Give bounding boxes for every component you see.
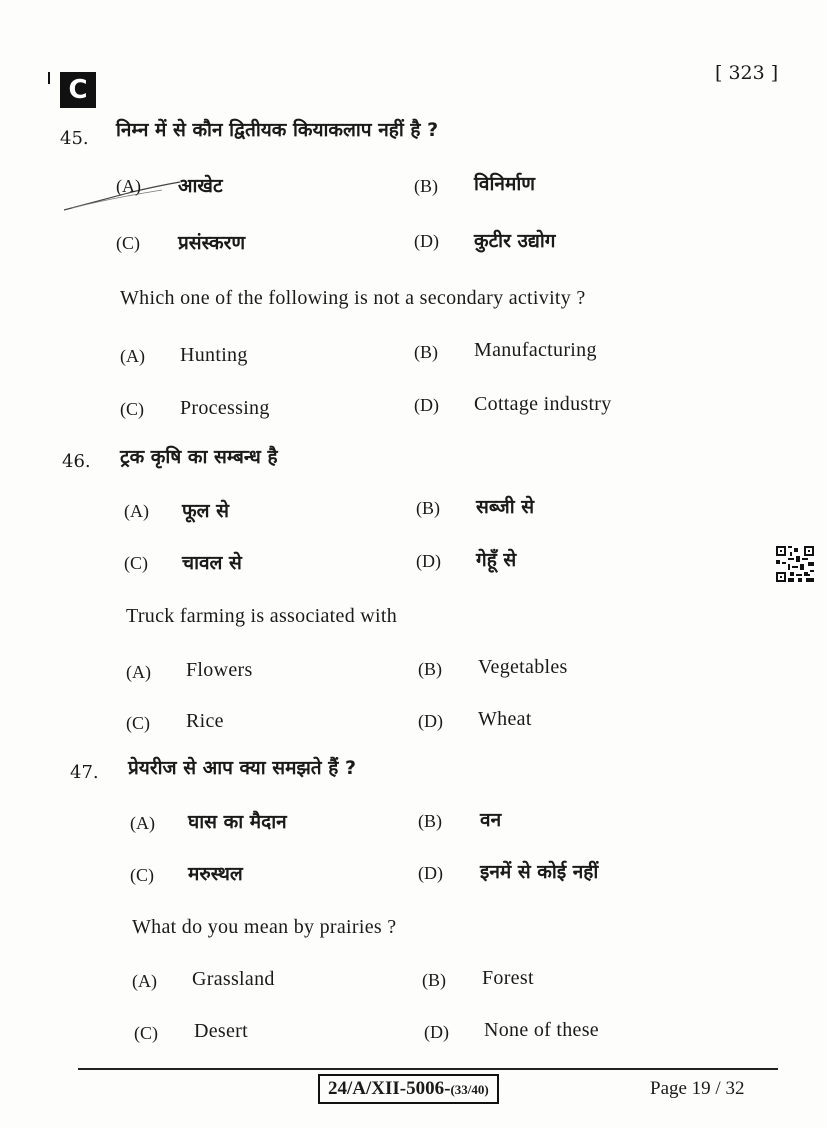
question-number: 46. <box>62 451 91 472</box>
option-text: चावल से <box>182 552 242 574</box>
paper-code-text: 24/A/XII-5006- <box>328 1078 451 1099</box>
margin-tick <box>48 72 50 84</box>
option-text: इनमें से कोई नहीं <box>480 861 599 883</box>
footer-rule <box>78 1068 778 1070</box>
option-letter: (B) <box>418 811 442 831</box>
paper-code <box>318 1074 499 1104</box>
option-text: Rice <box>186 710 224 732</box>
option-text: None of these <box>484 1019 599 1041</box>
question-number: 45. <box>60 128 89 149</box>
option-text: सब्जी से <box>476 496 535 518</box>
option-letter: (C) <box>134 1023 158 1043</box>
option-letter: (A) <box>126 662 151 682</box>
option-text: फूल से <box>182 500 229 522</box>
option-letter: (D) <box>414 395 439 415</box>
option-letter: (C) <box>126 713 150 733</box>
section-badge: C <box>60 72 96 108</box>
option-letter: (D) <box>418 863 443 883</box>
question-english: Truck farming is associated with <box>126 605 398 627</box>
option-text: गेहूँ से <box>476 549 517 571</box>
option-text: Processing <box>180 397 270 419</box>
option-letter: (D) <box>414 231 439 251</box>
option-text: Forest <box>482 967 534 989</box>
option-letter: (A) <box>130 813 155 833</box>
question-hindi: निम्न में से कौन द्वितीयक कियाकलाप नहीं है ? <box>116 119 439 141</box>
option-text: Grassland <box>192 968 275 990</box>
option-letter: (D) <box>416 551 441 571</box>
question-number: 47. <box>70 762 99 783</box>
option-letter: (A) <box>124 501 149 521</box>
qr-code-icon <box>776 546 814 582</box>
option-letter: (B) <box>414 342 438 362</box>
option-letter: (B) <box>418 659 442 679</box>
option-letter: (D) <box>424 1022 449 1042</box>
option-text: मरुस्थल <box>188 863 243 885</box>
question-english: What do you mean by prairies ? <box>132 916 397 938</box>
option-letter: (C) <box>130 865 154 885</box>
page-number: Page 19 / 32 <box>650 1078 745 1099</box>
option-text: Desert <box>194 1020 248 1042</box>
option-letter: (C) <box>120 399 144 419</box>
option-letter: (B) <box>416 498 440 518</box>
option-letter: (A) <box>116 176 141 196</box>
option-letter: (B) <box>422 970 446 990</box>
option-letter: (A) <box>120 346 145 366</box>
option-text: कुटीर उद्योग <box>474 230 556 252</box>
option-letter: (B) <box>414 176 438 196</box>
page-code: [ 323 ] <box>715 62 779 84</box>
option-letter: (C) <box>116 233 140 253</box>
option-text: Flowers <box>186 659 253 681</box>
option-text: Cottage industry <box>474 393 612 415</box>
option-text: Wheat <box>478 708 532 730</box>
option-letter: (D) <box>418 711 443 731</box>
option-text: Manufacturing <box>474 339 597 361</box>
option-text: आखेट <box>178 175 223 197</box>
question-hindi: ट्रक कृषि का सम्बन्ध है <box>120 446 278 468</box>
option-letter: (C) <box>124 553 148 573</box>
option-text: घास का मैदान <box>188 811 287 833</box>
option-text: विनिर्माण <box>474 173 535 195</box>
option-text: Hunting <box>180 344 248 366</box>
question-hindi: प्रेयरीज से आप क्या समझते हैं ? <box>128 757 356 779</box>
option-text: Vegetables <box>478 656 568 678</box>
paper-code-suffix: (33/40) <box>450 1082 489 1097</box>
question-english: Which one of the following is not a secondary activity ? <box>120 287 586 309</box>
option-letter: (A) <box>132 971 157 991</box>
option-text: वन <box>480 809 502 831</box>
option-text: प्रसंस्करण <box>178 232 246 254</box>
